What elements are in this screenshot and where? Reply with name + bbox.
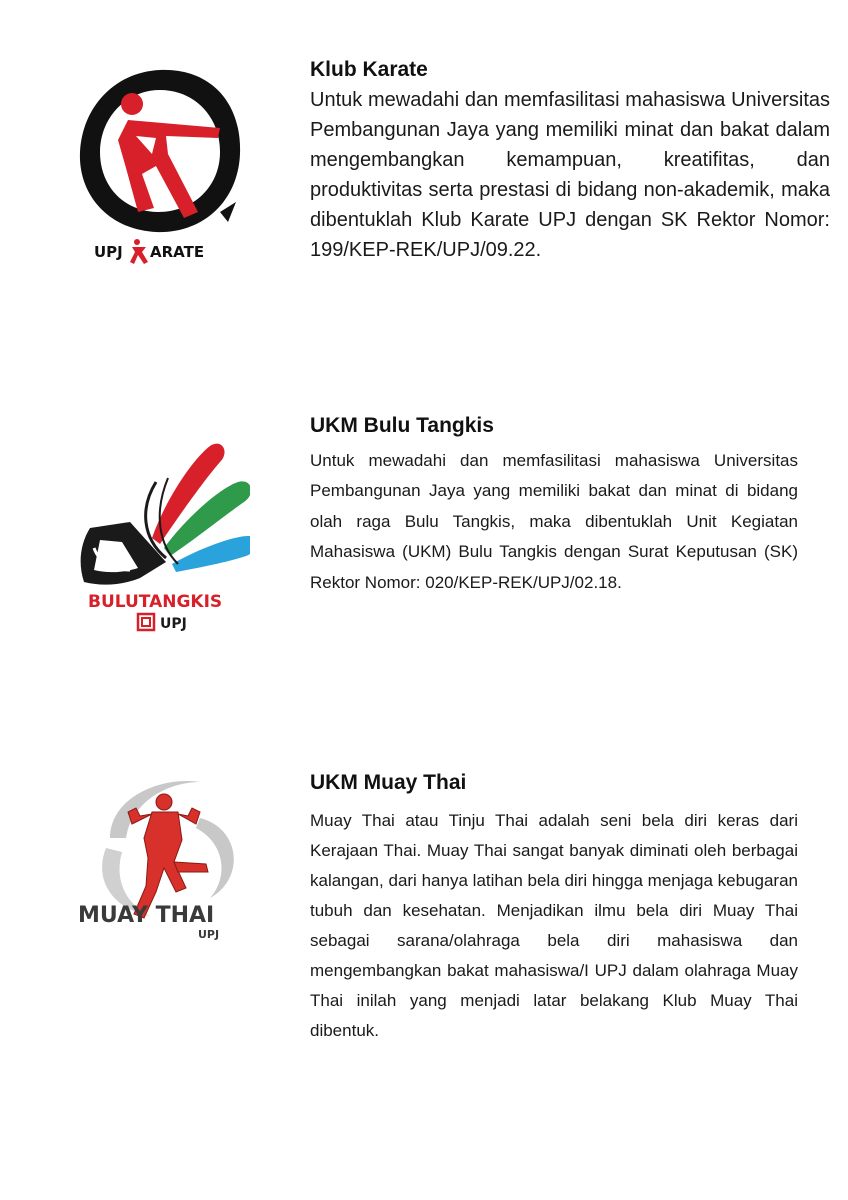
badminton-logo	[70, 418, 250, 638]
muay-thai-text-block	[310, 768, 798, 1046]
section-title: UKM Bulu Tangkis	[310, 414, 494, 437]
muay-thai-logo-icon	[70, 768, 250, 948]
section-description: Muay Thai atau Tinju Thai adalah seni bela diri keras dari Kerajaan Thai. Muay Thai sangat banyak diminati oleh berbagai kalangan, dari hanya latihan bela diri hingga menjaga kebugaran tubuh dan kesehatan. Menjadikan ilmu bela diri Muay Thai sebagai sarana/olahraga bela diri mahasiswa dan mengembangkan bakat mahasiswa/I UPJ dalam olahraga Muay Thai inilah yang menjadi latar belakang Klub Muay Thai dibentuk.	[310, 811, 798, 1040]
section-description: Untuk mewadahi dan memfasilitasi mahasiswa Universitas Pembangunan Jaya yang memiliki bakat dan minat di bidang olah raga Bulu Tangkis, maka dibentuklah Unit Kegiatan Mahasiswa (UKM) Bulu Tangkis dengan Surat Keputusan (SK) Rektor Nomor: 020/KEP-REK/UPJ/02.18.	[310, 451, 798, 592]
upj-emblem-icon	[138, 614, 154, 630]
badminton-text-block	[310, 412, 798, 598]
section-bulu-tangkis	[0, 380, 848, 760]
badminton-logo-text-main: BULUTANGKIS	[88, 592, 223, 612]
section-muay-thai	[0, 760, 848, 1200]
section-title: UKM Muay Thai	[310, 771, 467, 794]
karate-text-block	[310, 56, 830, 265]
badminton-logo-text-sub: UPJ	[160, 616, 187, 632]
section-title: Klub Karate	[310, 58, 428, 81]
muay-thai-logo-text-main: MUAY THAI	[78, 903, 215, 928]
karate-logo-icon	[70, 62, 250, 272]
karate-logo-text-right: ARATE	[150, 243, 205, 261]
karate-logo-text-left: UPJ	[94, 243, 123, 261]
section-karate	[0, 0, 848, 380]
muay-thai-logo	[70, 768, 250, 948]
badminton-logo-icon	[70, 418, 250, 638]
section-description: Untuk mewadahi dan memfasilitasi mahasiswa Universitas Pembangunan Jaya yang memiliki minat dan bakat dalam mengembangkan kemampuan, kreatifitas, dan produktivitas serta prestasi di bidang non-akademik, maka dibentuklah Klub Karate UPJ dengan SK Rektor Nomor: 199/KEP-REK/UPJ/09.22.	[310, 89, 830, 261]
karate-logo	[70, 62, 250, 272]
muay-thai-logo-text-sub: UPJ	[198, 928, 220, 941]
karate-mini-figure-icon	[130, 239, 148, 264]
